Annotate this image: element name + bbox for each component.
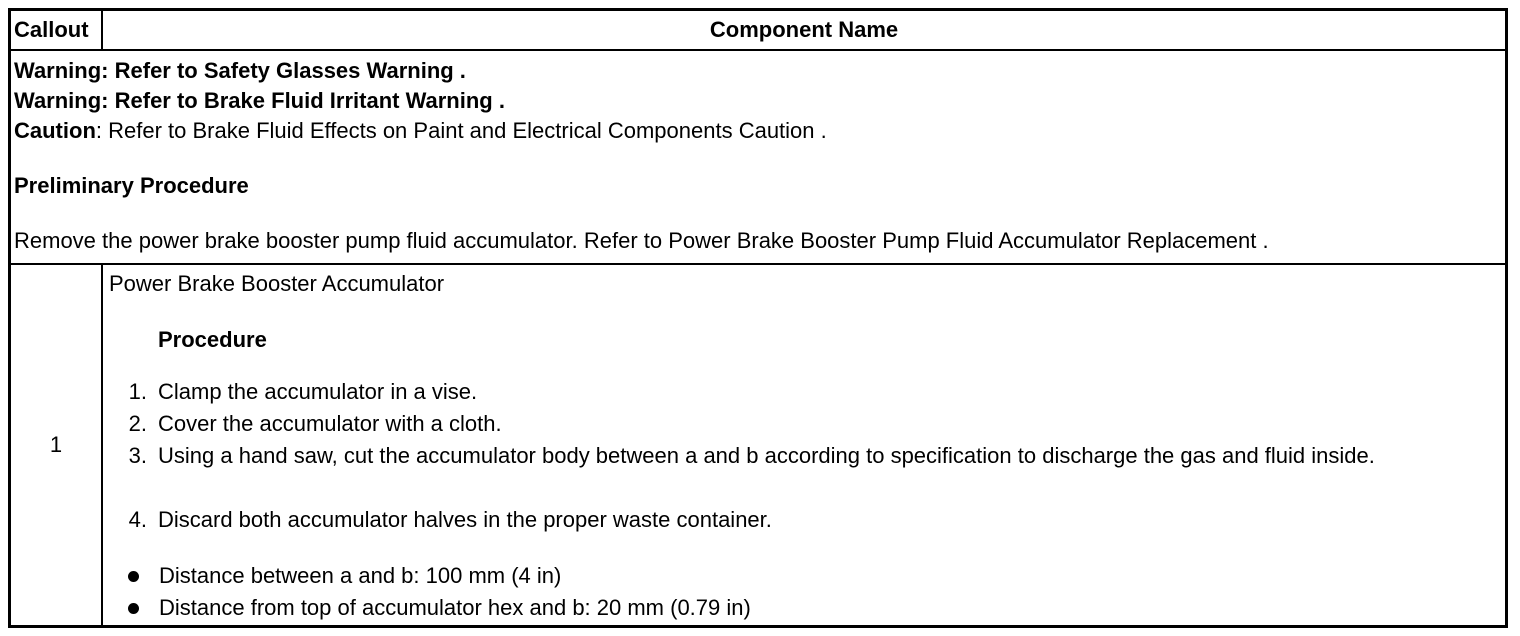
warning-safety-glasses xyxy=(14,58,466,84)
caution-brake-fluid-effects xyxy=(14,118,827,144)
warning-label: Warning: xyxy=(14,58,109,83)
step-number: 3. xyxy=(128,443,147,468)
warning-text: Refer to Safety Glasses Warning . xyxy=(114,58,466,83)
component-name-column-header: Component Name xyxy=(709,17,899,42)
bullet-icon xyxy=(128,571,139,582)
step-number: 2. xyxy=(128,411,147,436)
preliminary-procedure-text: Remove the power brake booster pump fluid accumulator. Refer to Power Brake Booster Pump Fluid Accumulator Replacement . xyxy=(14,228,1269,253)
caution-text: : Refer to Brake Fluid Effects on Paint and Electrical Components Caution . xyxy=(95,118,827,143)
warning-brake-fluid-irritant xyxy=(14,88,505,114)
procedure-heading: Procedure xyxy=(158,327,267,352)
procedure-table xyxy=(8,8,1508,628)
callout-number: 1 xyxy=(49,432,63,457)
callout-cell xyxy=(11,265,103,625)
component-title: Power Brake Booster Accumulator xyxy=(109,271,445,296)
component-cell xyxy=(103,265,1505,625)
step-text: Discard both accumulator halves in the proper waste container. xyxy=(158,507,772,532)
warning-label: Warning: xyxy=(14,88,109,113)
warning-text: Refer to Brake Fluid Irritant Warning . xyxy=(114,88,505,113)
callout-column-header: Callout xyxy=(11,11,103,49)
step-text: Using a hand saw, cut the accumulator body between a and b according to specification to discharge the gas and fluid inside. xyxy=(158,443,1375,468)
table-header-row xyxy=(11,11,1505,51)
step-text: Cover the accumulator with a cloth. xyxy=(158,411,502,436)
step-number: 1. xyxy=(128,379,147,404)
step-number: 4. xyxy=(128,507,147,532)
bullet-icon xyxy=(128,603,139,614)
preliminary-procedure-heading: Preliminary Procedure xyxy=(14,173,249,198)
specification-text: Distance between a and b: 100 mm (4 in) xyxy=(159,563,562,588)
table-row xyxy=(11,265,1505,625)
caution-label: Caution xyxy=(14,118,96,143)
specification-text: Distance from top of accumulator hex and b: 20 mm (0.79 in) xyxy=(159,595,751,620)
notes-row xyxy=(11,51,1505,265)
step-text: Clamp the accumulator in a vise. xyxy=(158,379,478,404)
